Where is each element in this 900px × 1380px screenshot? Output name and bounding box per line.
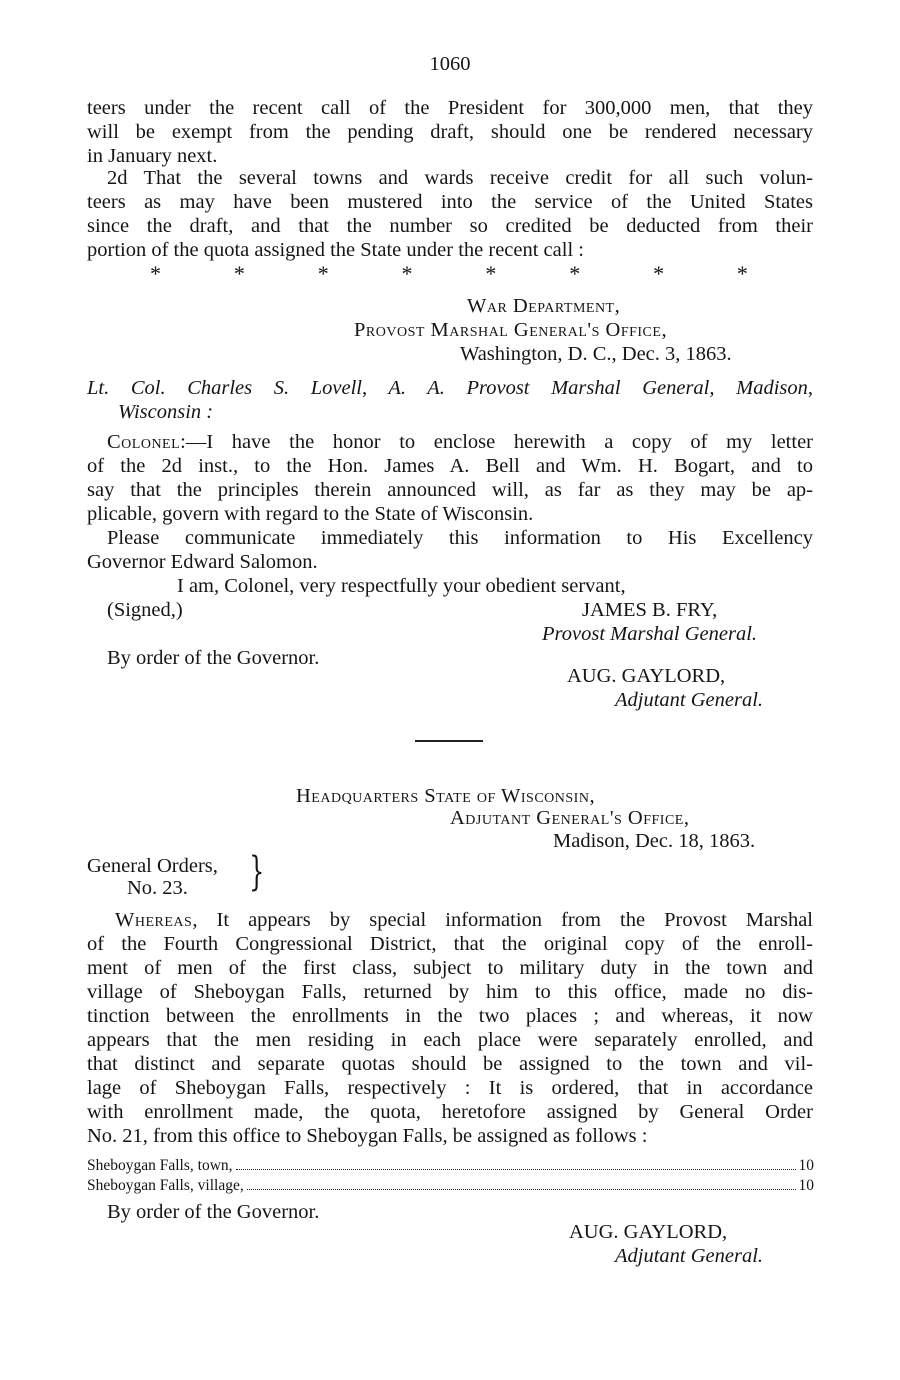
by-order-1: By order of the Governor.: [107, 647, 320, 669]
section-divider: [415, 740, 483, 742]
order-body-text: , It appears by special information from the Provost Marshal: [192, 909, 813, 931]
asterism: [150, 262, 748, 286]
salutation: Colonel: [107, 431, 181, 453]
letter-body-line-1: [107, 430, 813, 454]
quota-row-value: 10: [798, 1177, 814, 1194]
adjutant-name-1: AUG. GAYLORD,: [567, 665, 726, 687]
quota-row-label: Sheboygan Falls, village,: [87, 1177, 244, 1194]
signed-label: (Signed,): [107, 599, 183, 621]
adjutant-name-2: AUG. GAYLORD,: [569, 1221, 728, 1243]
opening-line-2: will be exempt from the pending draft, should one be rendered necessary: [87, 121, 813, 143]
order-body-line-7: that distinct and separate quotas should be assigned to the town and vil-: [87, 1053, 813, 1075]
order-body-line-2: of the Fourth Congressional District, that the original copy of the enroll-: [87, 933, 813, 955]
dot-leader: [247, 1189, 796, 1190]
resolution-line-4: portion of the quota assigned the State under the recent call :: [87, 239, 584, 261]
adjutant-title-1: Adjutant General.: [615, 689, 764, 711]
star: *: [569, 261, 581, 286]
quota-row-label: Sheboygan Falls, town,: [87, 1157, 233, 1174]
right-brace-icon: }: [249, 849, 265, 895]
order-body-line-9: with enrollment made, the quota, heretofore assigned by General Order: [87, 1101, 813, 1123]
star: *: [653, 261, 665, 286]
letter-place-date: Washington, D. C., Dec. 3, 1863.: [460, 343, 732, 365]
letter-body2-line-2: Governor Edward Salomon.: [87, 551, 318, 573]
signer-title: Provost Marshal General.: [542, 623, 758, 645]
opening-line-3: in January next.: [87, 145, 218, 167]
star: *: [736, 261, 748, 286]
adjutant-title-2: Adjutant General.: [615, 1245, 764, 1267]
order-body-line-8: lage of Sheboygan Falls, respectively : It is ordered, that in accordance: [87, 1077, 813, 1099]
star: *: [233, 261, 245, 286]
letter-closing: I am, Colonel, very respectfully your obedient servant,: [177, 575, 626, 597]
quota-row: [87, 1176, 814, 1196]
letter-from-line-2: Provost Marshal General's Office,: [354, 319, 668, 341]
quota-row: [87, 1156, 814, 1176]
page-number: 1060: [429, 53, 471, 75]
general-orders-label: General Orders,: [87, 855, 218, 877]
resolution-line-2: teers as may have been mustered into the service of the United States: [87, 191, 813, 213]
order-body-line-3: ment of men of the first class, subject to military duty in the town and: [87, 957, 813, 979]
letter-body-text: :—I have the honor to enclose herewith a copy of my letter: [180, 431, 813, 453]
order-body-line-10: No. 21, from this office to Sheboygan Falls, be assigned as follows :: [87, 1125, 648, 1147]
order-hq-line-2: Adjutant General's Office,: [450, 807, 690, 829]
general-orders-number: No. 23.: [127, 877, 188, 899]
dot-leader: [236, 1169, 796, 1170]
star: *: [485, 261, 497, 286]
letter-body-line-2: of the 2d inst., to the Hon. James A. Bell and Wm. H. Bogart, and to: [87, 455, 813, 477]
resolution-line-1: 2d That the several towns and wards receive credit for all such volun-: [107, 167, 813, 189]
letter-body-line-4: plicable, govern with regard to the State of Wisconsin.: [87, 503, 534, 525]
order-hq-line-1: Headquarters State of Wisconsin,: [296, 785, 596, 807]
order-place-date: Madison, Dec. 18, 1863.: [553, 830, 756, 852]
star: *: [317, 261, 329, 286]
quota-row-value: 10: [798, 1157, 814, 1174]
whereas-label: Whereas: [115, 909, 193, 931]
letter-addressee-line-1: Lt. Col. Charles S. Lovell, A. A. Provost Marshal General, Madison,: [87, 377, 813, 399]
signer-name: JAMES B. FRY,: [582, 599, 718, 621]
star: *: [150, 261, 161, 286]
order-body-line-4: village of Sheboygan Falls, returned by him to this office, made no dis-: [87, 981, 813, 1003]
order-body-line-5: tinction between the enrollments in the two places ; and whereas, it now: [87, 1005, 813, 1027]
letter-from-line-1: War Department,: [467, 295, 621, 317]
star: *: [401, 261, 413, 286]
order-body-line-6: appears that the men residing in each place were separately enrolled, and: [87, 1029, 813, 1051]
letter-body2-line-1: Please communicate immediately this information to His Excellency: [107, 527, 813, 549]
opening-line-1: teers under the recent call of the President for 300,000 men, that they: [87, 97, 813, 119]
letter-body-line-3: say that the principles therein announced will, as far as they may be ap-: [87, 479, 813, 501]
resolution-line-3: since the draft, and that the number so credited be deducted from their: [87, 215, 813, 237]
by-order-2: By order of the Governor.: [107, 1201, 320, 1223]
letter-addressee-line-2: Wisconsin :: [118, 401, 214, 423]
order-body-line-1: [115, 908, 813, 932]
